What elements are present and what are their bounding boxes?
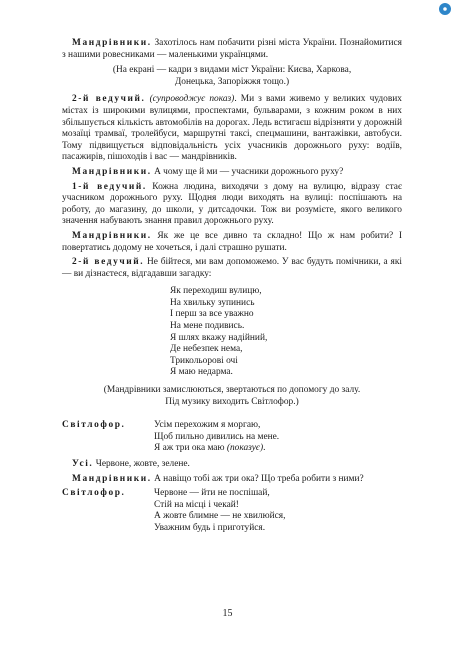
speaker-label: Мандрівники. xyxy=(72,473,152,484)
poem-line: Я шлях вкажу надійний, xyxy=(170,332,268,343)
verse-line: Щоб пильно дивились на мене. xyxy=(154,431,280,442)
page-number: 15 xyxy=(222,608,233,619)
paragraph-travelers-2 xyxy=(62,167,402,179)
poem-line: І перш за все уважно xyxy=(170,309,254,320)
paragraph-host1 xyxy=(62,182,402,228)
paragraph-travelers-1 xyxy=(62,38,402,61)
verse-line: А жовте блимне — не хвилюйся, xyxy=(154,511,286,522)
paragraph-text: . Ми з вами живемо у великих чудових містах із широкими вулицями, проспектами, бульварами, з кожним роком в них збільшується кількість автомобілів на дорогах. Ледь встигаєш відрізняти у дорожній мозаїці трамваї, тролейбуси, маршрутні таксі, спецмашини, вантажівки, автобуси. Тому підвищується відповідальність усіх учасників дорожнього руху: водіїв, пасажирів, пішоходів і вас — мандрівників. xyxy=(62,94,402,163)
paragraph-host2-2 xyxy=(62,257,402,280)
poem-line: На хвильку зупинись xyxy=(170,297,255,308)
poem-line: Я маю недарма. xyxy=(170,367,233,378)
verse-line xyxy=(154,443,279,455)
page-content xyxy=(62,38,402,539)
speaker-label: 2-й ведучий. xyxy=(72,94,146,105)
stage-line: (Мандрівники замислюються, звертаються по допомогу до залу. xyxy=(103,385,361,396)
paragraph-travelers-3 xyxy=(62,231,402,254)
verse-line: Червоне — йти не поспішай, xyxy=(154,488,270,499)
poem-line: Де небезпек нема, xyxy=(170,344,243,355)
stage-direction-traffic-light xyxy=(62,385,402,408)
verse-text: Я аж три ока маю xyxy=(154,443,225,454)
verse-line: Уважним будь і приготуйся. xyxy=(154,522,266,533)
stage-direction-screen xyxy=(62,65,402,88)
paragraph-text: Не бійтеся, ми вам допоможемо. У вас будуть помічники, а які — ви дізнаєтеся, відгадавши загадку: xyxy=(62,257,402,279)
speaker-label: Мандрівники. xyxy=(72,38,152,48)
speaker-label: 1-й ведучий. xyxy=(72,181,147,192)
stage-remark: (показує) xyxy=(226,443,264,454)
paragraph-text: Захотілось нам побачити різні міста України. Познайомитися з нашими ровесниками — маленькими українцями. xyxy=(62,38,402,60)
dialog-traffic-light-1 xyxy=(62,420,402,455)
dialog-lines xyxy=(154,488,285,534)
riddle-poem xyxy=(170,286,402,379)
dialog-lines xyxy=(154,420,279,455)
stage-line: (На екрані — кадри з видами міст України: Києва, Харкова, xyxy=(112,65,352,76)
speaker-label: Мандрівники. xyxy=(72,230,152,241)
paragraph-text: Як же це все дивно та складно! Що ж нам робити? І повертатись додому не хочеться, і далі страшно рушати. xyxy=(62,230,402,253)
poem-line: Як переходиш вулицю, xyxy=(170,286,262,297)
paragraph-host2-1 xyxy=(62,94,402,164)
stage-remark: (супроводжує показ) xyxy=(149,94,235,105)
speaker-label: 2-й ведучий. xyxy=(72,257,145,268)
paragraph-text: А чому ще й ми — учасники дорожнього руху? xyxy=(151,166,344,177)
verse-end: . xyxy=(263,443,266,454)
stage-line: Під музику виходить Світлофор.) xyxy=(165,396,299,407)
paragraph-text: А навіщо тобі аж три ока? Що треба робити з ними? xyxy=(151,473,364,484)
paragraph-text: Кожна людина, виходячи з дому на вулицю, відразу стає учасником дорожнього руху. Щодня люди виходять на вулиці: поспішають на роботу, до магазину, до школи, у дитсадочки. Тож ви розумієте, якого великого значення набувають знання правил дорожнього руху. xyxy=(62,181,402,227)
poem-line: Трикольорові очі xyxy=(170,355,238,366)
speaker-label: Мандрівники. xyxy=(72,166,152,177)
speaker-label: Усі. xyxy=(72,459,94,469)
paragraph-travelers-4 xyxy=(62,474,402,486)
speaker-label: Світлофор. xyxy=(62,488,126,499)
verse-line: Усім перехожим я моргаю, xyxy=(154,420,261,431)
speaker-label: Світлофор. xyxy=(62,420,126,431)
paragraph-text: Червоне, жовте, зелене. xyxy=(93,459,190,469)
poem-line: На мене подивись. xyxy=(170,321,245,332)
verse-line: Стій на місці і чекай! xyxy=(154,499,239,510)
stage-line: Донецька, Запоріжжя тощо.) xyxy=(174,76,290,87)
dialog-traffic-light-2 xyxy=(62,488,402,534)
corner-logo-icon xyxy=(439,3,451,15)
paragraph-all xyxy=(62,459,402,471)
